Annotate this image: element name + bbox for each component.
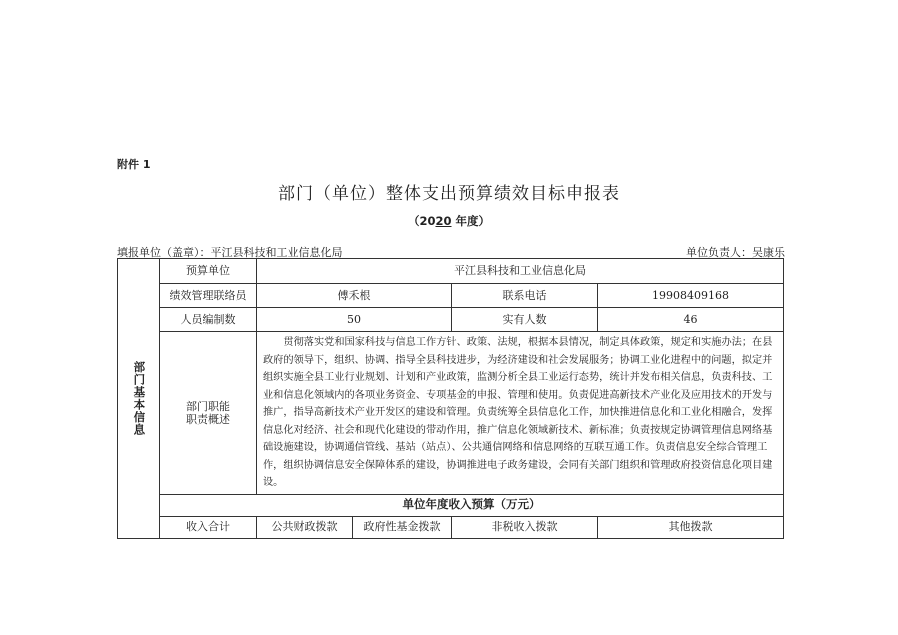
staff-quota-value: 50 [257, 308, 452, 332]
year-label [0, 213, 898, 229]
income-header-gov-fund: 政府性基金拨款 [353, 516, 452, 538]
actual-staff-label: 实有人数 [452, 308, 598, 332]
phone-value: 19908409168 [598, 284, 784, 308]
page-title: 部门（单位）整体支出预算绩效目标申报表 [278, 184, 620, 204]
duties-description: 贯彻落实党和国家科技与信息工作方针、政策、法规，根据本县情况，制定具体政策，规定和实施办法；在县政府的领导下，组织、协调、指导全县科技进步，为经济建设和社会发展服务；协调工业化进程中的问题，拟定并组织实施全县工业行业规划、计划和产业政策，监测分析全县工业运行态势，统计并发布相关信息，负责科技、工业和信息化领域内的各项业务资金、专项基金的申报、管理和使用。负责促进高新技术产业化及应用技术的开发与推广，指导高新技术产业开发区的建设和管理。负责统筹全县信息化工作，加快推进信息化和工业化相融合，发挥信息化对经济、社会和现代化建设的带动作用，推广信息化领域新技术、新标准；负责按规定协调管理信息网络基础设施建设，协调通信管线、基站（站点）、公共通信网络和信息网络的互联互通工作。负责信息安全综合管理工作，组织协调信息安全保障体系的建设，协调推进电子政务建设，会同有关部门组织和管理政府投资信息化项目建设。 [257, 332, 784, 495]
income-header-public-finance: 公共财政拨款 [257, 516, 353, 538]
phone-label: 联系电话 [452, 284, 598, 308]
staff-quota-label: 人员编制数 [160, 308, 257, 332]
performance-target-table [117, 258, 784, 539]
annex-label: 附件 1 [117, 158, 151, 171]
year-underlined: 20 [435, 214, 452, 228]
income-budget-title: 单位年度收入预算（万元） [160, 494, 784, 516]
duties-label [160, 332, 257, 495]
contact-value: 傅禾根 [257, 284, 452, 308]
budget-unit-value: 平江县科技和工业信息化局 [257, 259, 784, 284]
actual-staff-value: 46 [598, 308, 784, 332]
duties-label-line2: 职责概述 [186, 412, 230, 426]
income-header-other: 其他拨款 [598, 516, 784, 538]
income-header-total: 收入合计 [160, 516, 257, 538]
side-header-text: 部门基本信息 [132, 360, 147, 436]
year-suffix: 年度） [451, 214, 491, 228]
duties-label-line1: 部门职能 [186, 399, 230, 413]
income-header-non-tax: 非税收入拨款 [452, 516, 598, 538]
side-header-cell [118, 259, 160, 539]
budget-unit-label: 预算单位 [160, 259, 257, 284]
contact-label: 绩效管理联络员 [160, 284, 257, 308]
year-prefix: （20 [407, 214, 436, 228]
unit-leader-label: 单位负责人：吴康乐 [686, 246, 785, 259]
filler-unit-label: 填报单位（盖章）：平江县科技和工业信息化局 [117, 246, 343, 259]
